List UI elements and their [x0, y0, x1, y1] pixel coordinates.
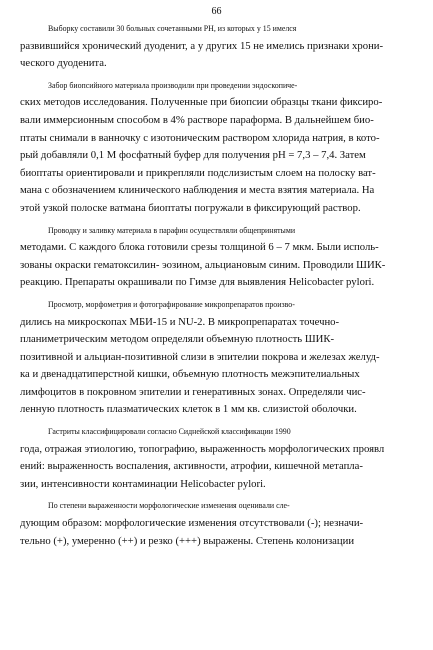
paragraph-4	[20, 296, 410, 419]
text-line: дующим образом: морфологические изменения отсутствовали (-); незначи-	[20, 517, 364, 530]
text-line: птаты снимали в ванночку с изотоническим раствором хлорида натрия, в кото-	[20, 131, 380, 144]
page-number: 66	[211, 6, 222, 17]
text-line: рый добавляли 0,1 М фосфатный буфер для получения рН = 7,3 – 7,4. Затем	[20, 149, 366, 162]
text-line: вали иммерсионным способом в 4% растворе параформа. В дальнейшем био-	[20, 113, 374, 126]
text-line: ческого дуоденита.	[20, 57, 107, 70]
text-line: Проводку и заливку материала в парафин осуществляли общепринятыми	[48, 225, 296, 235]
text-line: развившийся хронический дуоденит, а у других 15 не имелись признаки хрони-	[20, 39, 384, 52]
text-line: Выборку составили 30 больных сочетанными РН, из которых у 15 имелся	[48, 24, 297, 33]
text-line: ений: выраженность воспаления, активности, атрофии, кишечной метапла-	[20, 460, 363, 473]
text-line: По степени выраженности морфологические изменения оценивали сле-	[48, 501, 290, 511]
document-body	[20, 20, 410, 554]
text-line: Гастриты классифицировали согласно Сиднейской классификации 1990	[48, 427, 291, 437]
text-line: позитивной и альциан-позитивной слизи в эпителии покрова и железах желуд-	[20, 350, 380, 363]
paragraph-5	[20, 423, 410, 493]
text-line: биоптаты ориентировали и прикрепляли подслизистым слоем на полоску ват-	[20, 166, 376, 179]
text-line: зии, интенсивности контаминации Helicobacter pylori.	[20, 477, 266, 490]
text-line: мана с обозначением клинического наблюдения и места взятия материала. На	[20, 184, 375, 197]
text-line: ка и двенадцатиперстной кишки, объемную плотность межэпителиальных	[20, 368, 360, 381]
text-line: дились на микроскопах МБИ-15 и NU-2. В микропрепаратах точечно-	[20, 315, 340, 328]
text-line: Просмотр, морфометрия и фотографирование микропрепаратов произво-	[48, 299, 295, 309]
text-line: ленную плотность плазматических клеток в 1 мм кв. слизистой оболочки.	[20, 403, 357, 416]
text-line: лимфоцитов в покровном эпителии и генеративных зонах. Определяли чис-	[20, 385, 366, 398]
text-line: методами. С каждого блока готовили срезы толщиной 6 – 7 мкм. Были исполь-	[20, 241, 379, 254]
text-line: этой узкой полоске ватмана биоптаты погружали в фиксирующий раствор.	[20, 201, 361, 214]
text-line: зованы окраски гематоксилин- эозином, альциановым синим. Проводили ШИК-	[20, 258, 386, 271]
text-line: планиметрическим методом определяли объемную плотность ШИК-	[20, 333, 335, 346]
paragraph-1	[20, 20, 410, 73]
paragraph-2	[20, 77, 410, 218]
text-line: реакцию. Препараты окрашивали по Гимзе для выявления Helicobacter pylori.	[20, 276, 375, 289]
text-line: тельно (+), умеренно (++) и резко (+++) выражены. Степень колонизации	[20, 534, 355, 547]
text-line: ских методов исследования. Полученные при биопсии образцы ткани фиксиро-	[20, 96, 383, 109]
text-line: Забор биопсийного материала производили при проведении эндоскопиче-	[48, 80, 298, 90]
paragraph-6	[20, 497, 410, 550]
text-line: года, отражая этиологию, топографию, выраженность морфологических проявл	[20, 442, 385, 455]
paragraph-3	[20, 222, 410, 292]
